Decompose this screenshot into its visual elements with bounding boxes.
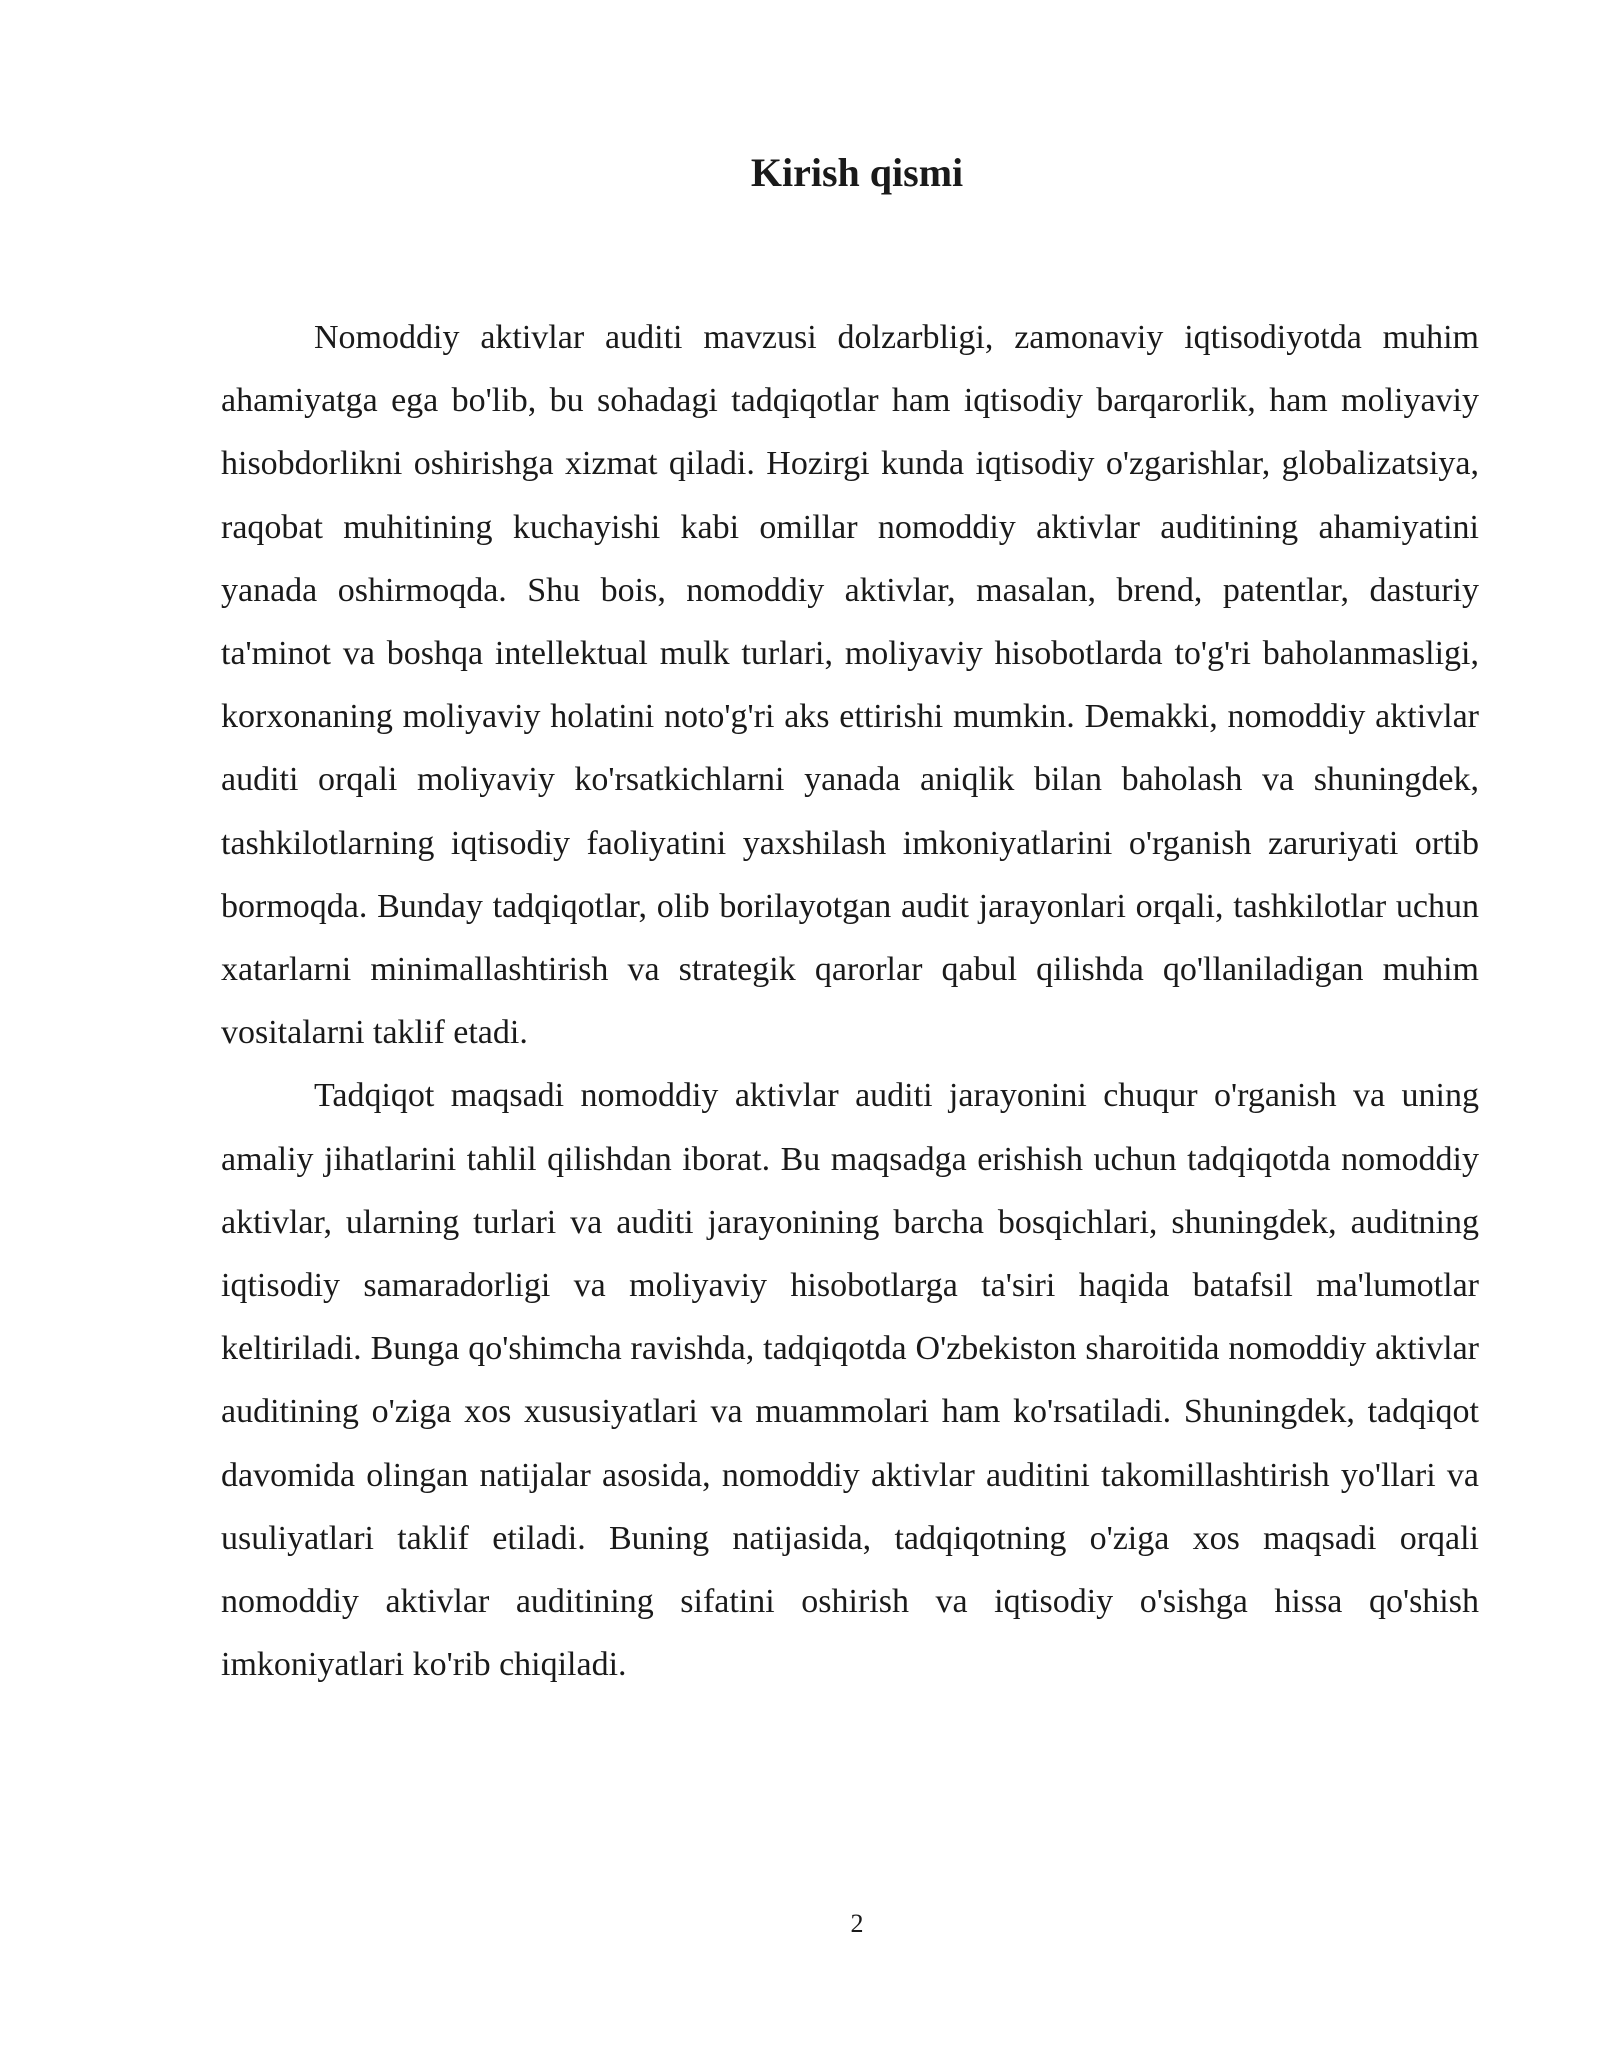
paragraph-relevance: Nomoddiy aktivlar auditi mavzusi dolzarbligi, zamonaviy iqtisodiyotda muhim ahamiyatga ega bo'lib, bu sohadagi tadqiqotlar ham iqtisodiy barqarorlik, ham moliyaviy hisobdorlikni oshirishga xizmat qiladi. Hozirgi kunda iqtisodiy o'zgarishlar, globalizatsiya, raqobat muhitining kuchayishi kabi omillar nomoddiy aktivlar auditining ahamiyatini yanada oshirmoqda. Shu bois, nomoddiy aktivlar, masalan, brend, patentlar, dasturiy ta'minot va boshqa intellektual mulk turlari, moliyaviy hisobotlarda to'g'ri baholanmasligi, korxonaning moliyaviy holatini noto'g'ri aks ettirishi mumkin. Demakki, nomoddiy aktivlar auditi orqali moliyaviy ko'rsatkichlarni yanada aniqlik bilan baholash va shuningdek, tashkilotlarning iqtisodiy faoliyatini yaxshilash imkoniyatlarini o'rganish zaruriyati ortib bormoqda. Bunday tadqiqotlar, olib borilayotgan audit jarayonlari orqali, tashkilotlar uchun xatarlarni minimallashtirish va strategik qarorlar qabul qilishda qo'llaniladigan muhim vositalarni taklif etadi. — [221, 319, 1479, 1052]
body-text — [221, 306, 1479, 1696]
paragraph-research-goal: Tadqiqot maqsadi nomoddiy aktivlar auditi jarayonini chuqur o'rganish va uning amaliy jihatlarini tahlil qilishdan iborat. Bu maqsadga erishish uchun tadqiqotda nomoddiy aktivlar, ularning turlari va auditi jarayonining barcha bosqichlari, shuningdek, auditning iqtisodiy samaradorligi va moliyaviy hisobotlarga ta'siri haqida batafsil ma'lumotlar keltiriladi. Bunga qo'shimcha ravishda, tadqiqotda O'zbekiston sharoitida nomoddiy aktivlar auditining o'ziga xos xususiyatlari va muammolari ham ko'rsatiladi. Shuningdek, tadqiqot davomida olingan natijalar asosida, nomoddiy aktivlar auditini takomillashtirish yo'llari va usuliyatlari taklif etiladi. Buning natijasida, tadqiqotning o'ziga xos maqsadi orqali nomoddiy aktivlar auditining sifatini oshirish va iqtisodiy o'sishga hissa qo'shish imkoniyatlari ko'rib chiqiladi. — [221, 1077, 1479, 1684]
page-number: 2 — [850, 1909, 864, 1938]
section-title: Kirish qismi — [750, 150, 964, 195]
